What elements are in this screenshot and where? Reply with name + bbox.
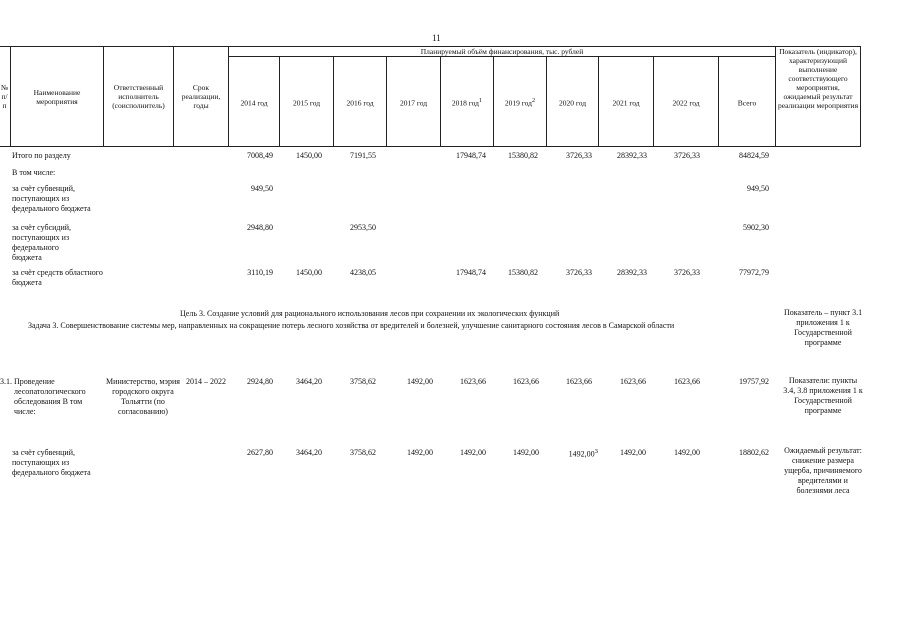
planned-funding-header: Планируемый объём финансирования, тыс. рублей [229, 47, 776, 57]
cell-2021: 1492,00 [620, 448, 646, 457]
cell-2022: 3726,33 [674, 268, 700, 277]
year-header: 2016 год [334, 57, 387, 147]
cell-2018: 17948,74 [456, 268, 486, 277]
year-header: 2021 год [599, 57, 654, 147]
row-label: за счёт субвенций, поступающих из федерального бюджета [12, 184, 91, 213]
cell-2020: 1492,00$^3$ [568, 448, 598, 459]
cell-2016: 2953,50 [350, 223, 376, 232]
goal-text: Цель 3. Создание условий для рационального использования лесов при сохранении их экологических функций [180, 309, 560, 318]
year-header: 2017 год [387, 57, 441, 147]
year-header: 2020 год [547, 57, 599, 147]
year-header: 2018 год$^1$ [441, 57, 494, 147]
year-header: 2014 год [229, 57, 280, 147]
cell-total: 19757,92 [739, 377, 769, 386]
activity-name: Проведение лесопатологического обследования В том числе: [14, 377, 86, 416]
cell-2018: 1623,66 [460, 377, 486, 386]
cell-2014: 3110,19 [247, 268, 273, 277]
cell-total: 949,50 [747, 184, 769, 193]
page-number: 11 [432, 33, 441, 43]
cell-total: 5902,30 [743, 223, 769, 232]
indicator-col-header: Показатель (индикатор), характеризующий выполнение соответствующего мероприятия, ожидаемый результат реализации мероприятия [776, 47, 861, 147]
cell-2016: 3758,62 [350, 377, 376, 386]
name-col-header: Наименование мероприятия [11, 47, 104, 147]
cell-2019: 1492,00 [513, 448, 539, 457]
cell-2014: 2948,80 [247, 223, 273, 232]
cell-2019: 15380,82 [508, 268, 538, 277]
activity-responsible: Министерство, мэрия городского округа Тольятти (по согласованию) [106, 377, 180, 416]
subvention-indicator: Ожидаемый результат: снижение размера ущерба, причиняемого вредителями и болезнями леса [784, 446, 862, 495]
cell-2016: 3758,62 [350, 448, 376, 457]
row-label: за счёт средств областного бюджета [12, 268, 103, 287]
cell-2018: 1492,00 [460, 448, 486, 457]
row-label: В том числе: [12, 168, 56, 177]
responsible-col-header: Ответственный исполнитель (соисполнитель) [104, 47, 174, 147]
num-col-header: № п/п [0, 47, 11, 147]
cell-2021: 1623,66 [620, 377, 646, 386]
year-header: 2022 год [654, 57, 719, 147]
term-col-header: Срок реализации, годы [174, 47, 229, 147]
cell-2016: 7191,55 [350, 151, 376, 160]
cell-2015: 3464,20 [296, 448, 322, 457]
row-label: Итого по разделу [12, 151, 71, 160]
cell-total: 77972,79 [739, 268, 769, 277]
cell-2020: 1623,66 [566, 377, 592, 386]
cell-2019: 1623,66 [513, 377, 539, 386]
cell-2019: 15380,82 [508, 151, 538, 160]
year-header: 2015 год [280, 57, 334, 147]
cell-2017: 1492,00 [407, 377, 433, 386]
cell-2022: 3726,33 [674, 151, 700, 160]
cell-2015: 3464,20 [296, 377, 322, 386]
cell-2021: 28392,33 [617, 151, 647, 160]
cell-2018: 17948,74 [456, 151, 486, 160]
cell-total: 18802,62 [739, 448, 769, 457]
year-header: Всего [719, 57, 776, 147]
goal-indicator: Показатель – пункт 3.1 приложения 1 к Государственной программе [783, 308, 863, 347]
cell-2014: 7008,49 [247, 151, 273, 160]
row-label: за счёт субвенций, поступающих из федерального бюджета [12, 448, 91, 477]
cell-2020: 3726,33 [566, 151, 592, 160]
row-label: за счёт субсидий, поступающих из федерального бюджета [12, 223, 72, 262]
cell-2014: 949,50 [251, 184, 273, 193]
cell-2020: 3726,33 [566, 268, 592, 277]
cell-2021: 28392,33 [617, 268, 647, 277]
cell-2015: 1450,00 [296, 268, 322, 277]
activity-number: 3.1. [0, 377, 12, 386]
activity-indicator: Показатели: пункты 3.4, 3.8 приложения 1 к Государственной программе [783, 376, 863, 415]
cell-total: 84824,59 [739, 151, 769, 160]
cell-2016: 4238,05 [350, 268, 376, 277]
cell-2017: 1492,00 [407, 448, 433, 457]
cell-2014: 2924,80 [247, 377, 273, 386]
cell-2022: 1623,66 [674, 377, 700, 386]
cell-2014: 2627,80 [247, 448, 273, 457]
year-header: 2019 год$^2$ [494, 57, 547, 147]
header-table [0, 46, 861, 147]
cell-2022: 1492,00 [674, 448, 700, 457]
activity-term: 2014 – 2022 [186, 377, 226, 386]
cell-2015: 1450,00 [296, 151, 322, 160]
task-text: Задача 3. Совершенствование системы мер, направленных на сокращение потерь лесного хозяйства от вредителей и болезней, улучшение санитарного состояния лесов в Самарской области [28, 321, 675, 330]
